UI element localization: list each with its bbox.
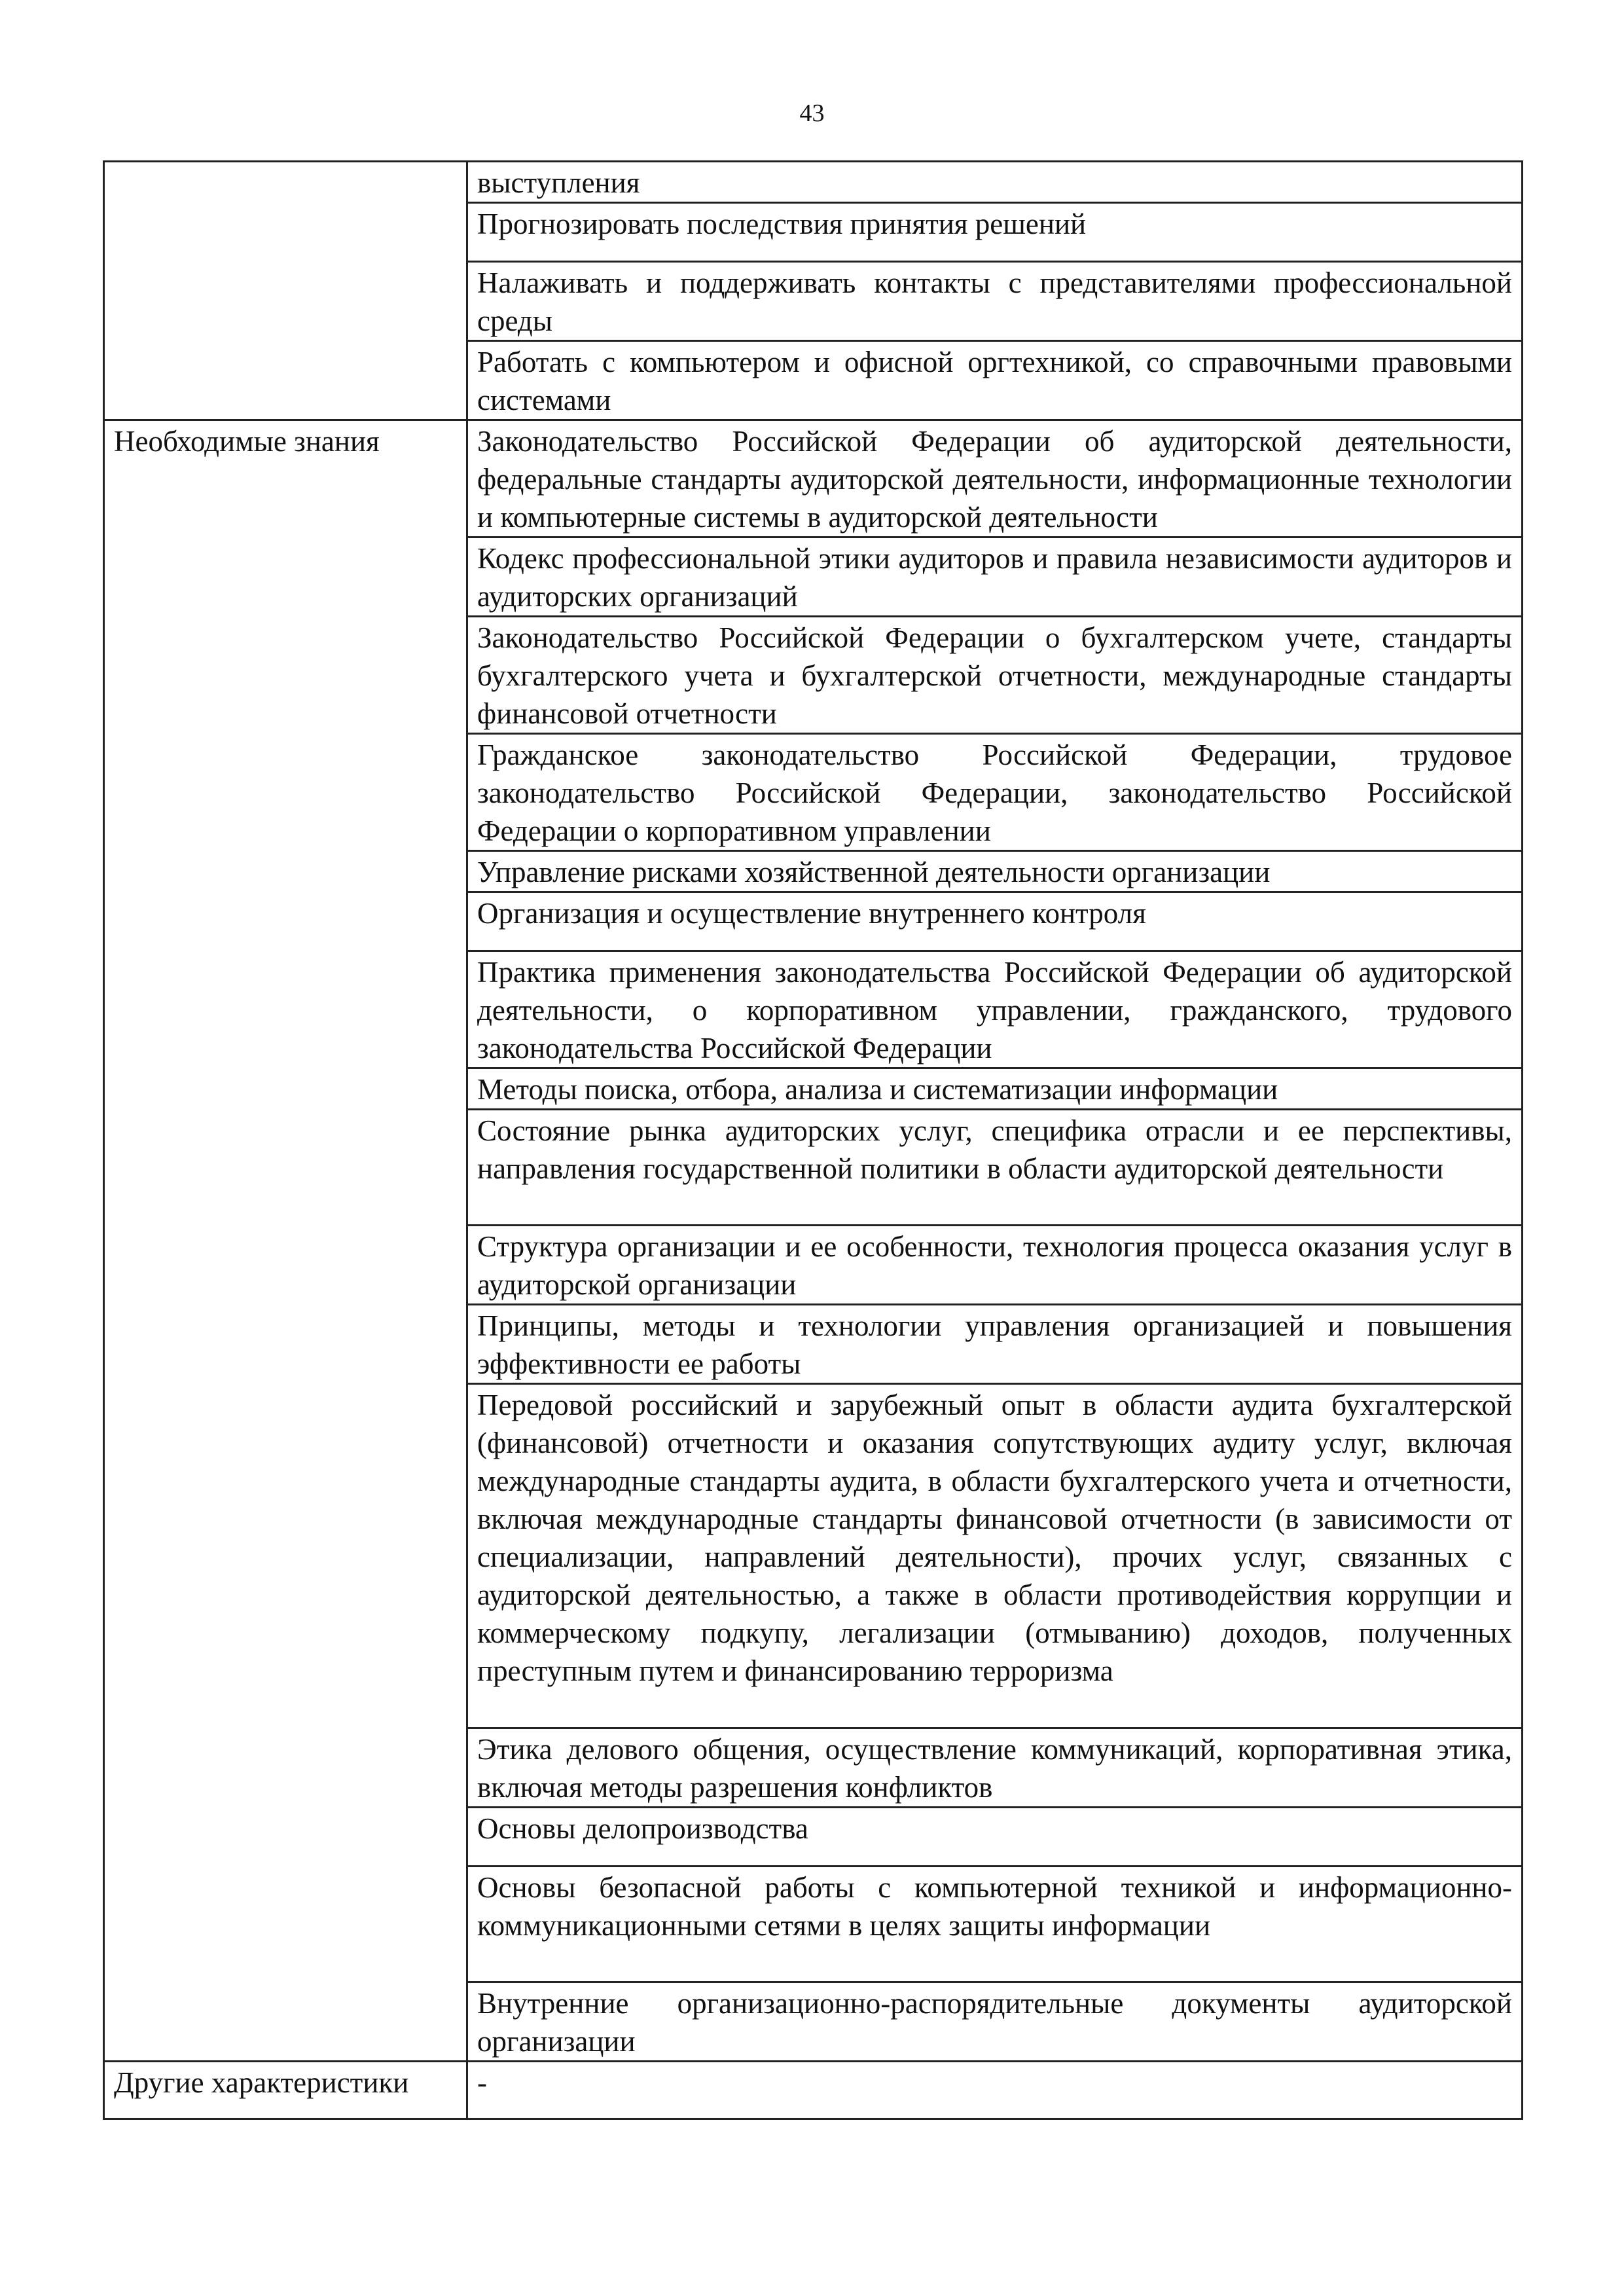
knowledge-item: Структура организации и ее особенности, технология процесса оказания услуг в аудиторской организации — [467, 1226, 1523, 1305]
other-value: - — [467, 2062, 1523, 2119]
knowledge-item: Управление рисками хозяйственной деятельности организации — [467, 851, 1523, 892]
continuation-label-cell — [104, 162, 467, 420]
table-row — [104, 2062, 1523, 2119]
knowledge-item: Практика применения законодательства Российской Федерации об аудиторской деятельности, о корпоративном управлении, гражданского, трудового законодательства Российской Федерации — [467, 951, 1523, 1068]
knowledge-item: Кодекс профессиональной этики аудиторов и правила независимости аудиторов и аудиторских организаций — [467, 538, 1523, 617]
knowledge-item: Состояние рынка аудиторских услуг, специфика отрасли и ее перспективы, направления государственной политики в области аудиторской деятельности — [467, 1110, 1523, 1226]
other-label: Другие характеристики — [104, 2062, 467, 2119]
table-row — [104, 162, 1523, 203]
knowledge-item: Основы делопроизводства — [467, 1808, 1523, 1867]
knowledge-item: Организация и осуществление внутреннего контроля — [467, 892, 1523, 951]
table-row — [104, 420, 1523, 538]
knowledge-item: Этика делового общения, осуществление коммуникаций, корпоративная этика, включая методы разрешения конфликтов — [467, 1728, 1523, 1808]
knowledge-item: Основы безопасной работы с компьютерной техникой и информационно-коммуникационными сетями в целях защиты информации — [467, 1867, 1523, 1982]
knowledge-item: Законодательство Российской Федерации об аудиторской деятельности, федеральные стандарты аудиторской деятельности, информационные технологии и компьютерные системы в аудиторской деятельности — [467, 420, 1523, 538]
skill-cell: Прогнозировать последствия принятия решений — [467, 203, 1523, 262]
qualification-table — [103, 160, 1523, 2120]
knowledge-item: Внутренние организационно-распорядительные документы аудиторской организации — [467, 1982, 1523, 2062]
skill-cell: Налаживать и поддерживать контакты с представителями профессиональной среды — [467, 262, 1523, 341]
page-number: 43 — [799, 100, 825, 127]
knowledge-item: Передовой российский и зарубежный опыт в области аудита бухгалтерской (финансовой) отчетности и оказания сопутствующих аудиту услуг, включая международные стандарты аудита, в области бухгалтерского учета и отчетности, включая международные стандарты финансовой отчетности (в зависимости от специализации, направлений деятельности), прочих услуг, связанных с аудиторской деятельностью, а также в области противодействия коррупции и коммерческому подкупу, легализации (отмыванию) доходов, полученных преступным путем и финансированию терроризма — [467, 1384, 1523, 1728]
knowledge-item: Законодательство Российской Федерации о бухгалтерском учете, стандарты бухгалтерского учета и бухгалтерской отчетности, международные стандарты финансовой отчетности — [467, 617, 1523, 734]
knowledge-item: Принципы, методы и технологии управления организацией и повышения эффективности ее работы — [467, 1305, 1523, 1384]
knowledge-item: Гражданское законодательство Российской Федерации, трудовое законодательство Российской Федерации, законодательство Российской Федерации о корпоративном управлении — [467, 734, 1523, 851]
knowledge-item: Методы поиска, отбора, анализа и систематизации информации — [467, 1068, 1523, 1110]
skill-cell: выступления — [467, 162, 1523, 203]
skill-cell: Работать с компьютером и офисной оргтехникой, со справочными правовыми системами — [467, 341, 1523, 420]
knowledge-label: Необходимые знания — [104, 420, 467, 2062]
